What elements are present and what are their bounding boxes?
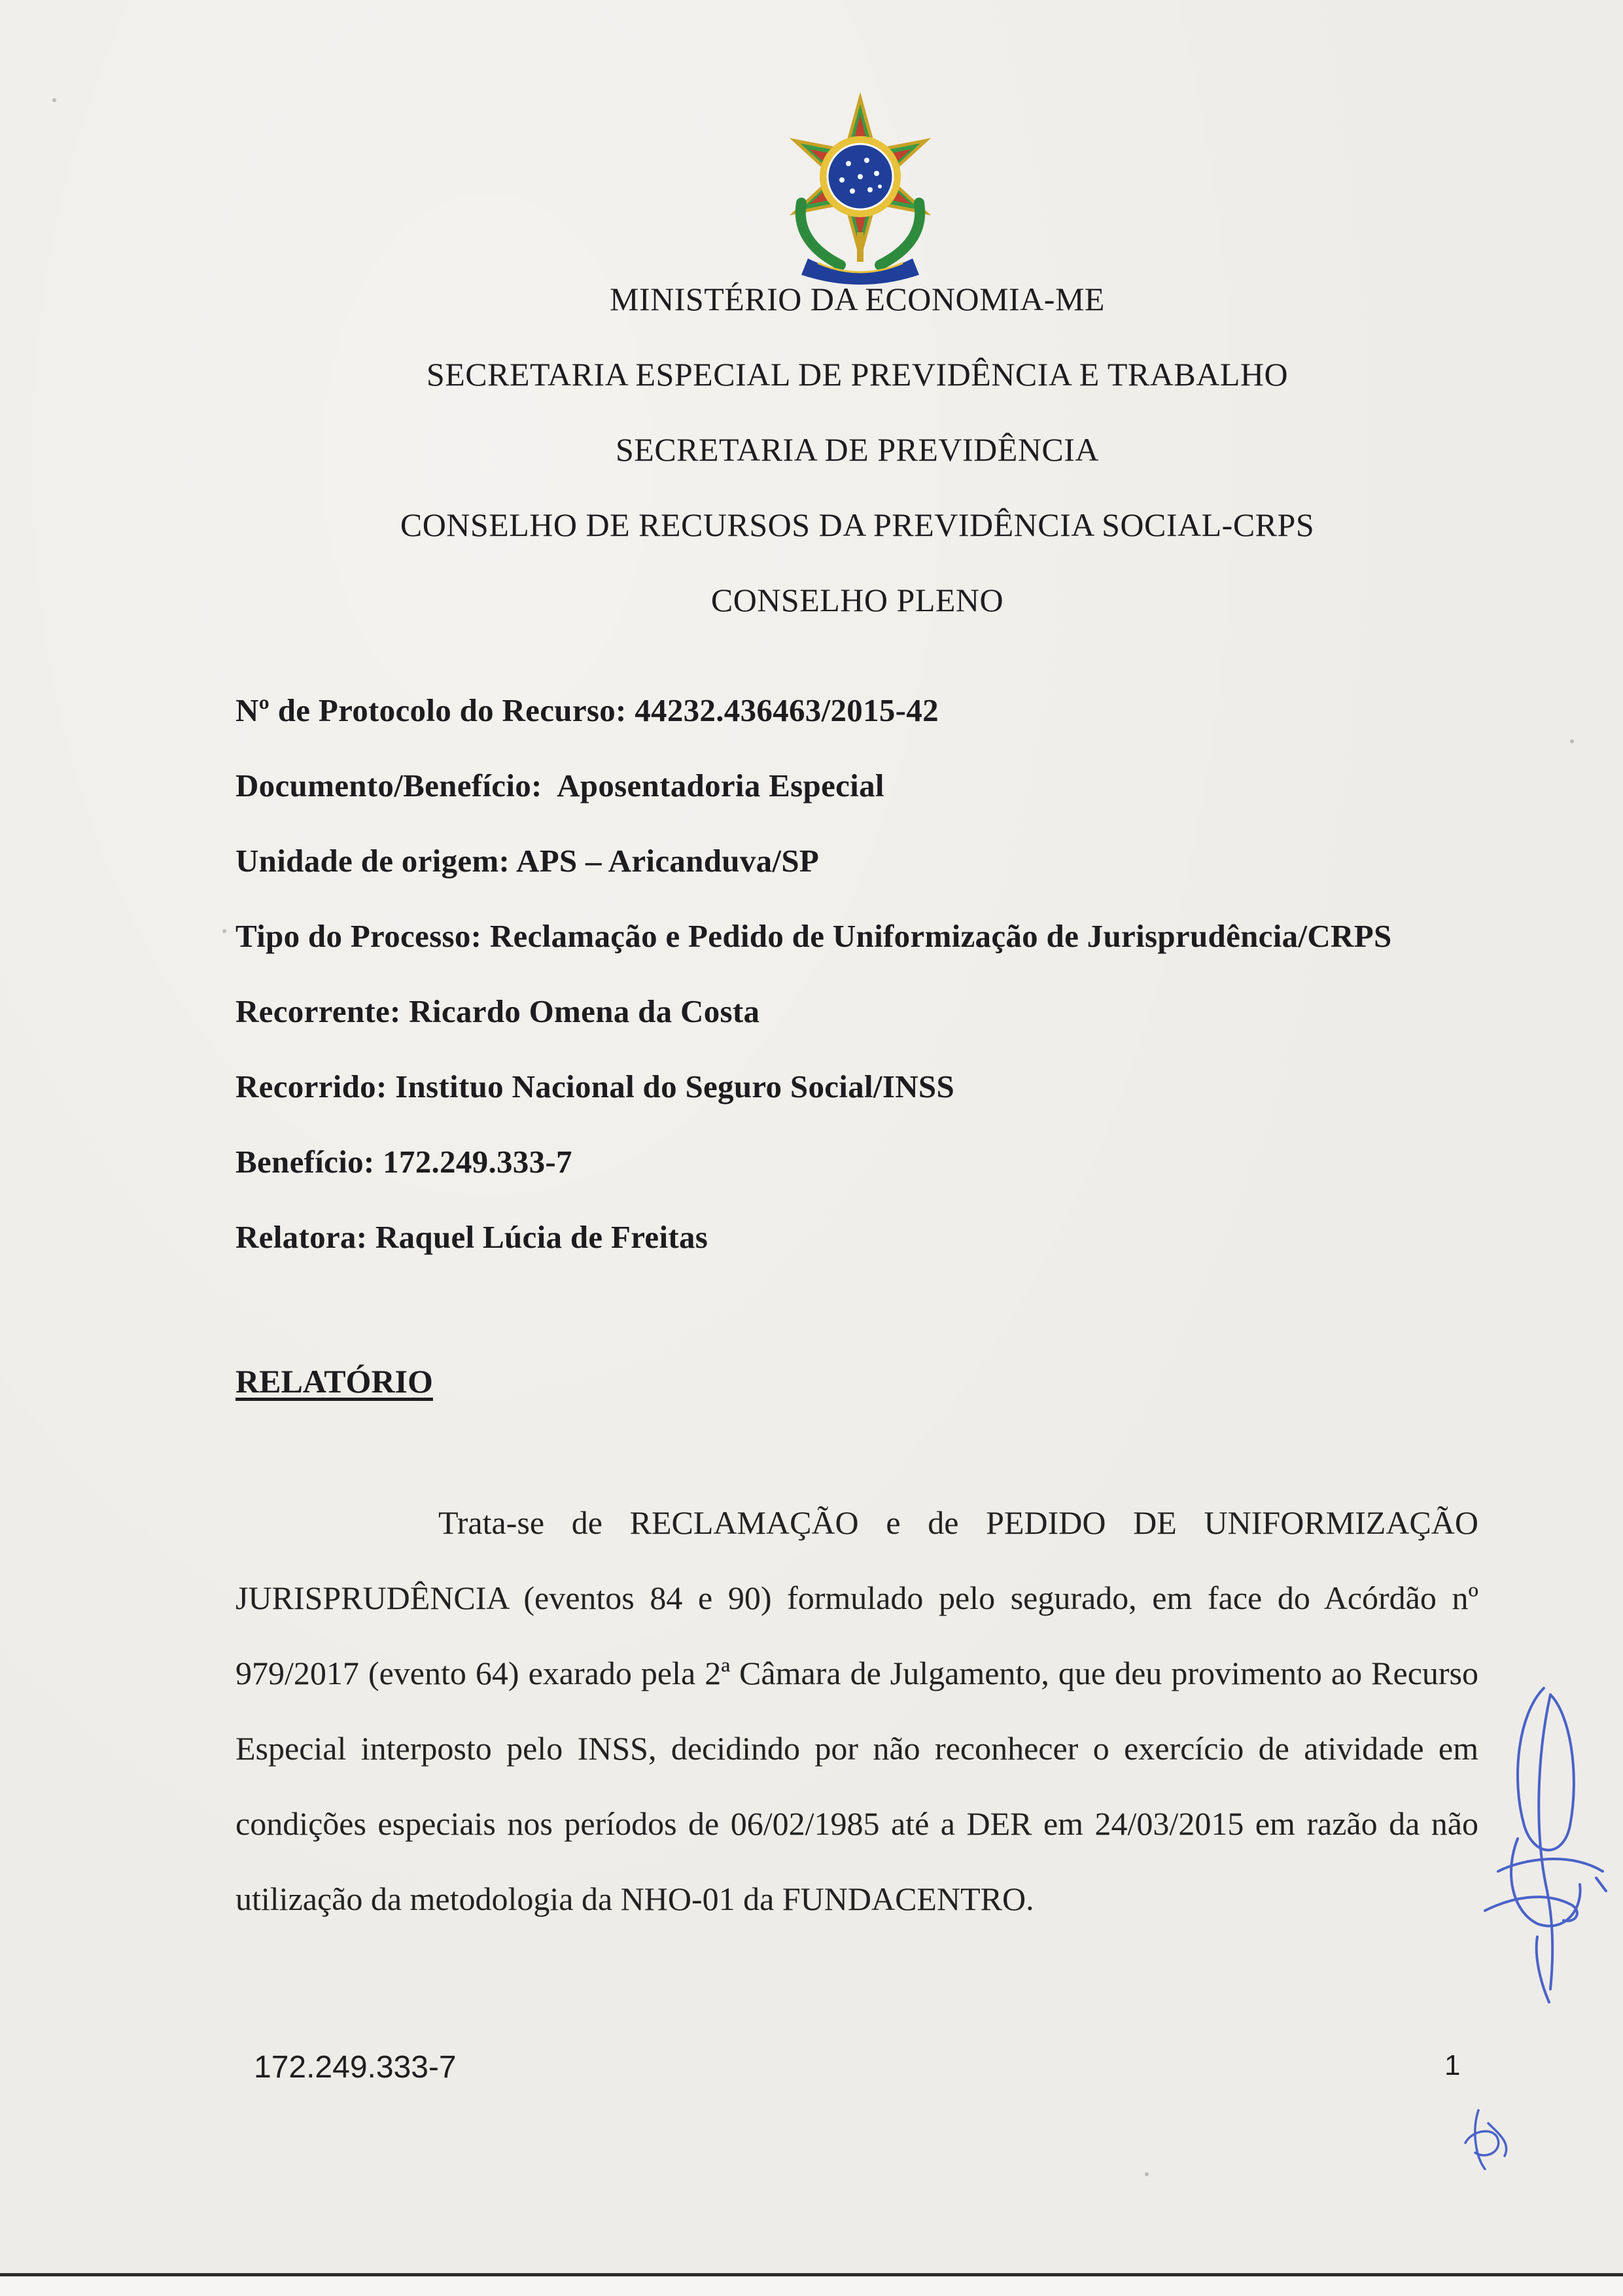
header-council: CONSELHO DE RECURSOS DA PREVIDÊNCIA SOCIAL-CRPS — [400, 506, 1315, 543]
meta-unidade — [236, 842, 819, 879]
meta-documento — [236, 767, 884, 804]
documento-value: Aposentadoria Especial — [557, 768, 884, 804]
scan-speck — [52, 98, 56, 102]
handwritten-signature — [1472, 1675, 1616, 2015]
recorrente-label: Recorrente: — [236, 993, 401, 1029]
scan-speck — [222, 929, 226, 933]
meta-beneficio — [236, 1143, 572, 1180]
footer-benefit-number: 172.249.333-7 — [254, 2050, 457, 2085]
recorrido-value: Instituo Nacional do Seguro Social/INSS — [395, 1069, 955, 1104]
report-paragraph: Trata-se de RECLAMAÇÃO e de PEDIDO DE UNIFORMIZAÇÃO JURISPRUDÊNCIA (eventos 84 e 90) formulado pelo segurado, em face do Acórdão nº 979/2017 (evento 64) exarado pela 2ª Câmara de Julgamento, que deu provimento ao Recurso Especial interposto pelo INSS, decidindo por não reconhecer o exercício de atividade em condições especiais nos períodos de 06/02/1985 até a DER em 24/03/2015 em razão da não utilização da metodologia da NHO-01 da FUNDACENTRO. — [236, 1504, 1478, 1917]
scan-edge-strip — [0, 2276, 1623, 2296]
recorrido-label: Recorrido: — [236, 1069, 387, 1104]
relatora-label: Relatora: — [236, 1219, 368, 1255]
header-ministry: MINISTÉRIO DA ECONOMIA-ME — [610, 281, 1105, 317]
meta-recorrente — [236, 993, 759, 1030]
unidade-label: Unidade de origem: — [236, 843, 510, 879]
recorrente-value: Ricardo Omena da Costa — [409, 993, 760, 1029]
beneficio-label: Benefício: — [236, 1144, 375, 1180]
meta-relatora — [236, 1218, 708, 1256]
beneficio-value: 172.249.333-7 — [383, 1144, 572, 1180]
handwritten-initials — [1459, 2104, 1518, 2176]
meta-protocolo — [236, 692, 939, 729]
unidade-value: APS – Aricanduva/SP — [516, 843, 820, 879]
page-number: 1 — [1444, 2049, 1461, 2081]
meta-tipo — [236, 917, 1392, 955]
brazil-coat-of-arms-emblem — [762, 92, 958, 288]
scan-speck — [1145, 2172, 1149, 2176]
documento-label: Documento/Benefício: — [236, 768, 542, 804]
relatora-value: Raquel Lúcia de Freitas — [375, 1219, 708, 1255]
section-title-relatorio: RELATÓRIO — [236, 1363, 433, 1400]
protocolo-label: Nº de Protocolo do Recurso: — [236, 692, 627, 728]
header-plenary: CONSELHO PLENO — [710, 582, 1004, 618]
header-secretariat: SECRETARIA DE PREVIDÊNCIA — [615, 431, 1100, 468]
header-special-secretariat: SECRETARIA ESPECIAL DE PREVIDÊNCIA E TRABALHO — [426, 356, 1289, 393]
tipo-value: Reclamação e Pedido de Uniformização de Jurisprudência/CRPS — [489, 918, 1392, 954]
protocolo-value: 44232.436463/2015-42 — [635, 692, 939, 728]
scan-speck — [1570, 739, 1574, 743]
tipo-label: Tipo do Processo: — [236, 918, 482, 954]
meta-recorrido — [236, 1068, 954, 1105]
